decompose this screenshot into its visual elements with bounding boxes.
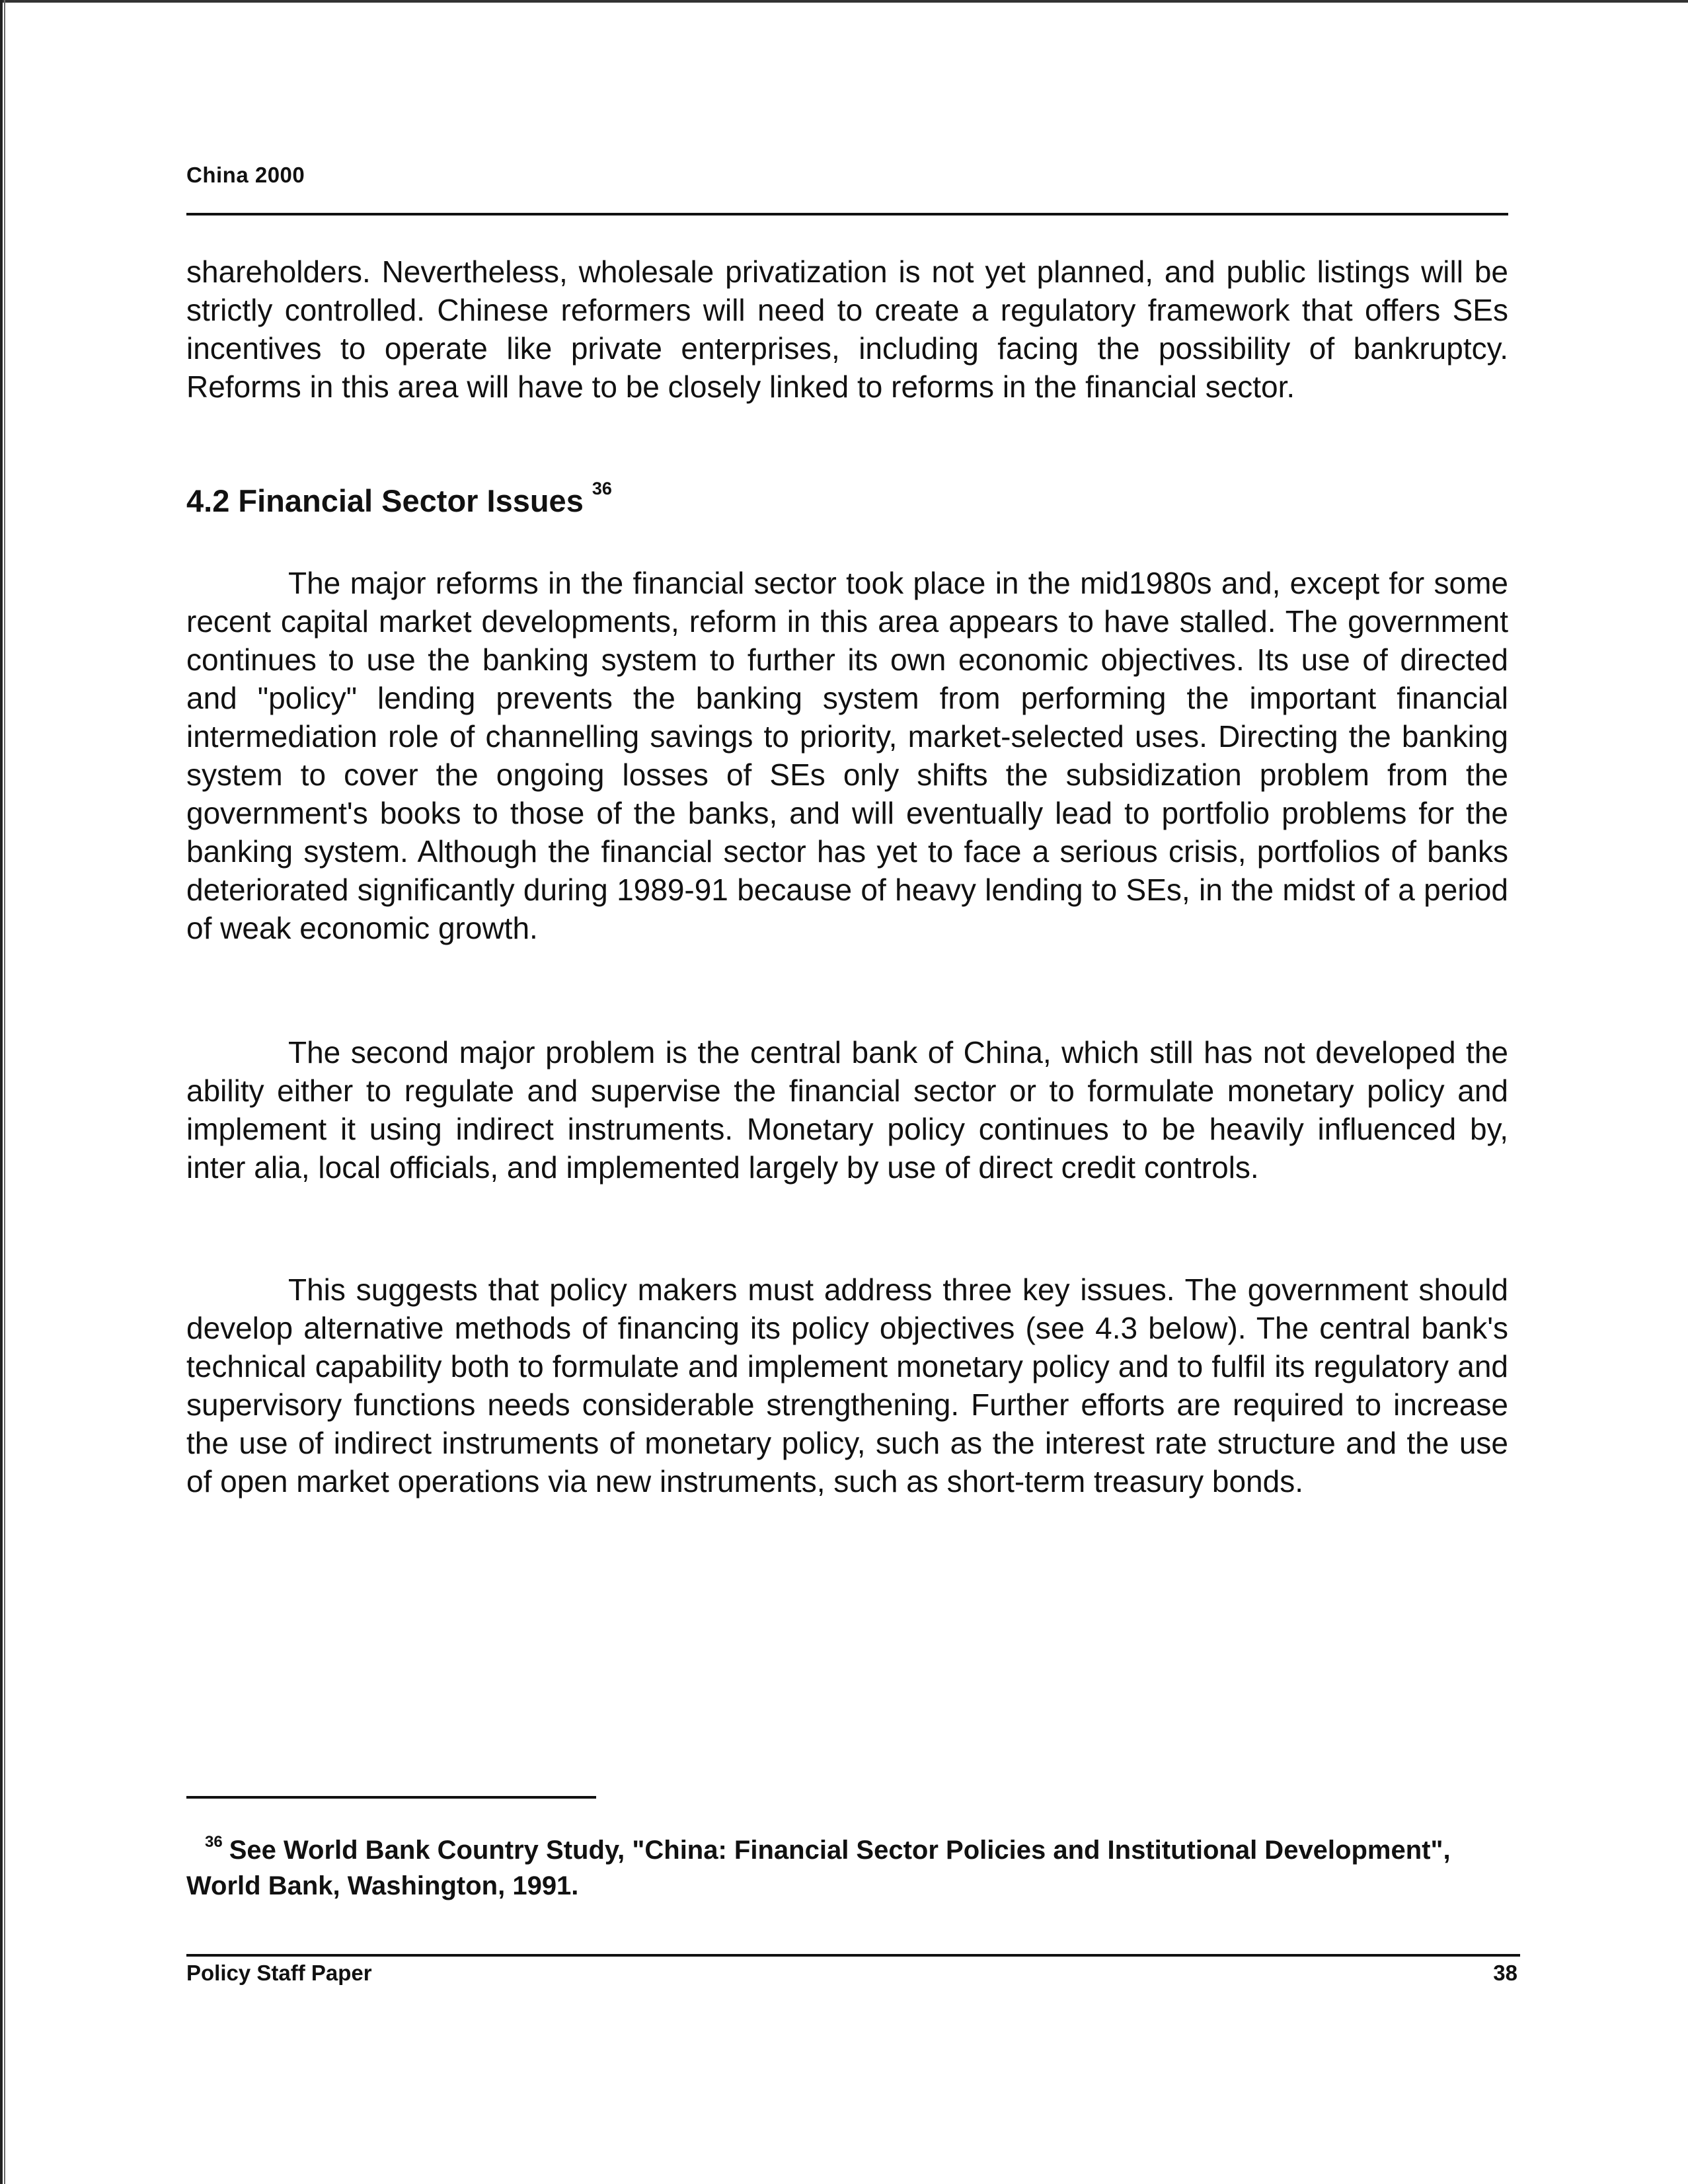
footnote-rule — [186, 1796, 596, 1799]
footnote-reference: 36 — [592, 479, 612, 498]
header-rule — [186, 213, 1508, 215]
footnote — [186, 1824, 1508, 1904]
scan-border-left — [0, 0, 5, 2184]
paragraph-text: The second major problem is the central bank of China, which still has not developed the ability either to regulate and supervise the financial sector or to formulate monetary policy and implement it using indirect instruments. Monetary policy continues to be heavily influenced by, inter alia, local officials, and implemented largely by use of direct credit controls. — [186, 1035, 1508, 1185]
running-header: China 2000 — [186, 163, 305, 187]
paragraph-text: shareholders. Nevertheless, wholesale privatization is not yet planned, and public listings will be strictly controlled. Chinese reformers will need to create a regulatory framework that offers SEs incentives to operate like private enterprises, including facing the possibility of bankruptcy. Reforms in this area will have to be closely linked to reforms in the financial sector. — [186, 254, 1508, 404]
section-heading — [186, 479, 612, 519]
scan-border-top — [0, 0, 1688, 3]
paragraph-text: This suggests that policy makers must address three key issues. The government should develop alternative methods of financing its policy objectives (see 4.3 below). The central bank's technical capability both to formulate and implement monetary policy and to fulfil its regulatory and supervisory functions needs considerable strengthening. Further efforts are required to increase the use of indirect instruments of monetary policy, such as the interest rate structure and the use of open market operations via new instruments, such as short-term treasury bonds. — [186, 1272, 1508, 1499]
body-paragraph — [186, 253, 1508, 406]
body-paragraph — [186, 564, 1508, 947]
footer-rule — [186, 1954, 1520, 1957]
footnote-marker: 36 — [205, 1833, 223, 1851]
body-paragraph — [186, 1270, 1508, 1501]
body-paragraph — [186, 1033, 1508, 1187]
footer-title: Policy Staff Paper — [186, 1961, 372, 1985]
paragraph-text: The major reforms in the financial sector took place in the mid1980s and, except for some recent capital market developments, reform in this area appears to have stalled. The government continues to use the banking system to further its own economic objectives. Its use of directed and "policy" lending prevents the banking system from performing the important financial intermediation role of channelling savings to priority, market-selected uses. Directing the banking system to cover the ongoing losses of SEs only shifts the subsidization problem from the government's books to those of the banks, and will eventually lead to portfolio problems for the banking system. Although the financial sector has yet to face a serious crisis, portfolios of banks deteriorated significantly during 1989-91 because of heavy lending to SEs, in the midst of a period of weak economic growth. — [186, 566, 1508, 945]
section-heading-text: 4.2 Financial Sector Issues — [186, 483, 584, 518]
footnote-text: See World Bank Country Study, "China: Financial Sector Policies and Institutional Development", World Bank, Washington, 1991. — [186, 1836, 1451, 1900]
page-number: 38 — [1493, 1961, 1517, 1985]
